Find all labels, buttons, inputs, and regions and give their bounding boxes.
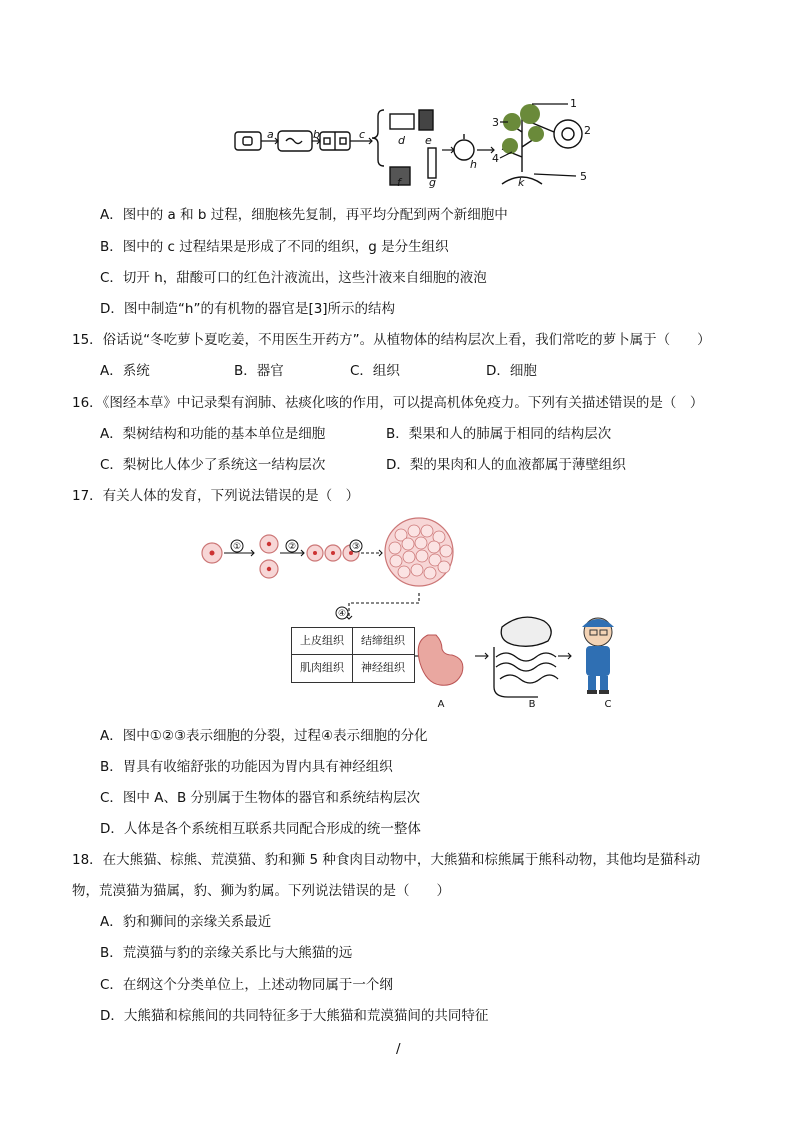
q18-option-d: D．大熊猫和棕熊间的共同特征多于大熊猫和荒漠猫间的共同特征 bbox=[100, 1008, 489, 1024]
q14-option-c: C．切开 h，甜酸可口的红色汁液流出，这些汁液来自细胞的液泡 bbox=[100, 270, 487, 286]
q17-option-a: A．图中①②③表示细胞的分裂，过程④表示细胞的分化 bbox=[100, 728, 428, 744]
tissue-connective: 结缔组织 bbox=[361, 634, 405, 647]
q17-label-c: C bbox=[604, 699, 612, 710]
q16-option-b: B．梨果和人的肺属于相同的结构层次 bbox=[386, 426, 612, 442]
q17-step-2: ② bbox=[287, 542, 297, 552]
q17-stem: 17．有关人体的发育，下列说法错误的是（ ） bbox=[72, 488, 360, 504]
q17-option-b: B．胃具有收缩舒张的功能因为胃内具有神经组织 bbox=[100, 759, 393, 775]
q16-stem: 16．《图经本草》中记录梨有润肺、祛痰化咳的作用，可以提高机体免疫力。下列有关描述错误的是（ ） bbox=[72, 395, 704, 411]
q17-tissue-table bbox=[291, 627, 415, 683]
q17-label-b: B bbox=[528, 699, 536, 710]
q14-fig-label-2: 2 bbox=[584, 124, 591, 137]
q17-step-4: ④ bbox=[337, 609, 347, 619]
q17-step-3: ③ bbox=[351, 542, 361, 552]
q17-step-1: ① bbox=[232, 542, 242, 552]
q14-fig-label-c: c bbox=[359, 128, 366, 141]
q18-option-c: C．在纲这个分类单位上，上述动物同属于一个纲 bbox=[100, 977, 393, 993]
q14-fig-label-e: e bbox=[425, 134, 432, 147]
tissue-muscle: 肌肉组织 bbox=[300, 661, 344, 674]
q15-option-b: B．器官 bbox=[234, 363, 284, 379]
q15-option-c: C．组织 bbox=[350, 363, 400, 379]
q14-fig-label-d: d bbox=[398, 134, 405, 147]
q14-option-a: A．图中的 a 和 b 过程，细胞核先复制，再平均分配到两个新细胞中 bbox=[100, 207, 508, 223]
q16-option-a: A．梨树结构和功能的基本单位是细胞 bbox=[100, 426, 326, 442]
q14-fig-label-h: h bbox=[470, 158, 477, 171]
q14-fig-label-5: 5 bbox=[580, 170, 587, 183]
q18-stem-line2: 物，荒漠猫为猫属，豹、狮为豹属。下列说法错误的是（ ） bbox=[72, 883, 450, 899]
q18-option-b: B．荒漠猫与豹的亲缘关系比与大熊猫的远 bbox=[100, 945, 353, 961]
q17-label-a: A bbox=[437, 699, 445, 710]
q14-option-b: B．图中的 c 过程结果是形成了不同的组织，g 是分生组织 bbox=[100, 239, 449, 255]
q18-option-a: A．豹和狮间的亲缘关系最近 bbox=[100, 914, 272, 930]
q14-fig-label-4: 4 bbox=[492, 152, 499, 165]
q17-option-d: D．人体是各个系统相互联系共同配合形成的统一整体 bbox=[100, 821, 421, 837]
tissue-epithelial: 上皮组织 bbox=[300, 634, 344, 647]
q14-fig-label-k: k bbox=[518, 176, 525, 188]
q14-cell-development-figure bbox=[232, 92, 612, 188]
q14-fig-label-3: 3 bbox=[492, 116, 499, 129]
q17-option-c: C．图中 A、B 分别属于生物体的器官和系统结构层次 bbox=[100, 790, 421, 806]
q16-option-c: C．梨树比人体少了系统这一结构层次 bbox=[100, 457, 326, 473]
q14-fig-label-g: g bbox=[429, 176, 436, 188]
q15-stem: 15．俗话说“冬吃萝卜夏吃姜，不用医生开药方”。从植物体的结构层次上看，我们常吃的萝卜属于（ ） bbox=[72, 332, 711, 348]
q14-fig-label-a: a bbox=[267, 128, 274, 141]
q18-stem-line1: 18．在大熊猫、棕熊、荒漠猫、豹和狮 5 种食肉目动物中，大熊猫和棕熊属于熊科动物，其他均是猫科动 bbox=[72, 852, 701, 868]
q14-fig-label-1: 1 bbox=[570, 97, 577, 110]
q14-fig-label-b: b bbox=[313, 128, 320, 141]
tissue-nerve: 神经组织 bbox=[361, 661, 405, 674]
q15-option-a: A．系统 bbox=[100, 363, 150, 379]
q14-option-d: D．图中制造“h”的有机物的器官是[3]所示的结构 bbox=[100, 301, 396, 317]
q15-option-d: D．细胞 bbox=[486, 363, 537, 379]
page-footer-mark: / bbox=[396, 1041, 401, 1057]
q16-option-d: D．梨的果肉和人的血液都属于薄壁组织 bbox=[386, 457, 626, 473]
q14-fig-label-f: f bbox=[397, 176, 401, 188]
q17-development-figure bbox=[196, 515, 636, 715]
